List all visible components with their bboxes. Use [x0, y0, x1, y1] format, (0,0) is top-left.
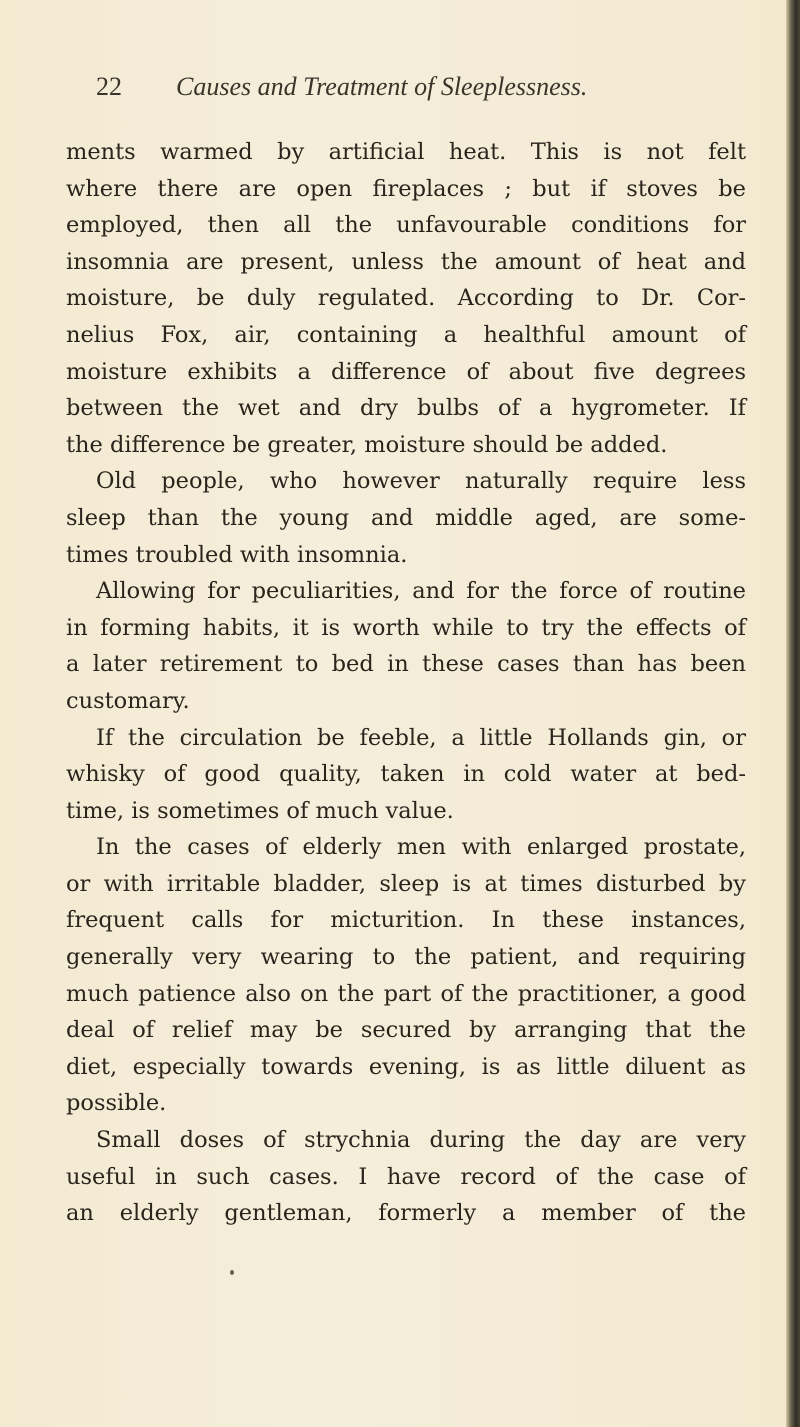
- ink-speck: [230, 1270, 234, 1275]
- text-line: whisky of good quality, taken in cold water at bed-: [66, 761, 746, 788]
- text-line: a later retirement to bed in these cases than has been: [66, 651, 746, 678]
- text-line: frequent calls for micturition. In these instances,: [66, 907, 746, 934]
- running-title: Causes and Treatment of Sleeplessness.: [176, 72, 588, 101]
- text-line: If the circulation be feeble, a little Hollands gin, or: [96, 724, 746, 751]
- text-line: generally very wearing to the patient, and requiring: [66, 944, 746, 971]
- text-line: where there are open fireplaces ; but if stoves be: [66, 175, 746, 202]
- text-line: much patience also on the part of the practitioner, a good: [66, 980, 746, 1007]
- text-line: an elderly gentleman, formerly a member of the: [66, 1200, 746, 1227]
- text-line: employed, then all the unfavourable conditions for: [66, 212, 746, 239]
- text-line: deal of relief may be secured by arranging that the: [66, 1017, 746, 1044]
- page-edge-shadow: [786, 0, 800, 1427]
- text-line: time, is sometimes of much value.: [66, 797, 454, 824]
- text-line: diet, especially towards evening, is as little diluent as: [66, 1053, 746, 1080]
- text-line: in forming habits, it is worth while to try the effects of: [66, 614, 746, 641]
- text-line: Old people, who however naturally require less: [96, 468, 746, 495]
- text-line: customary.: [66, 687, 190, 714]
- text-line: ments warmed by artificial heat. This is not felt: [66, 139, 746, 165]
- text-line: nelius Fox, air, containing a healthful amount of: [66, 321, 746, 348]
- text-line: the difference be greater, moisture should be added.: [66, 431, 668, 458]
- text-line: or with irritable bladder, sleep is at times disturbed by: [66, 870, 746, 897]
- text-line: Allowing for peculiarities, and for the force of routine: [96, 578, 746, 605]
- text-line: sleep than the young and middle aged, are some-: [66, 504, 746, 531]
- text-line: useful in such cases. I have record of the case of: [66, 1163, 746, 1190]
- text-line: possible.: [66, 1090, 167, 1117]
- text-line: Small doses of strychnia during the day are very: [96, 1127, 746, 1154]
- text-line: In the cases of elderly men with enlarged prostate,: [96, 834, 746, 861]
- text-line: between the wet and dry bulbs of a hygrometer. If: [66, 395, 746, 422]
- text-line: times troubled with insomnia.: [66, 541, 408, 568]
- page-number: 22: [96, 72, 122, 101]
- page-header: [96, 72, 676, 112]
- body-text: [66, 134, 746, 1232]
- text-line: moisture, be duly regulated. According to Dr. Cor-: [66, 285, 746, 312]
- text-line: insomnia are present, unless the amount of heat and: [66, 248, 746, 275]
- text-line: moisture exhibits a difference of about five degrees: [66, 358, 746, 385]
